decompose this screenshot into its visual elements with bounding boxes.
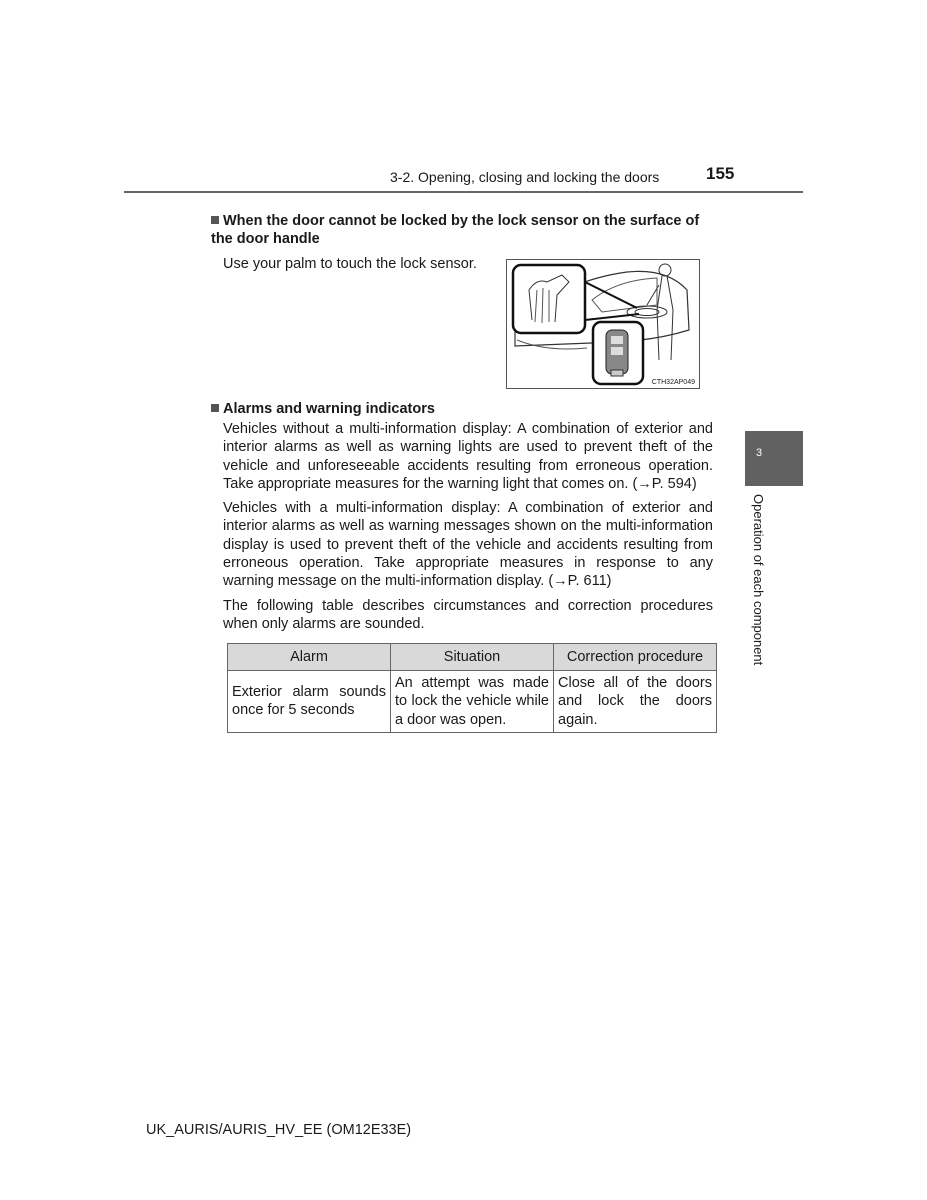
chapter-label-text: Operation of each component (751, 494, 766, 666)
heading-text: When the door cannot be locked by the lock sensor on the surface of the door handle (211, 213, 700, 247)
lock-sensor-illustration (506, 259, 700, 389)
table-row (228, 671, 717, 733)
alarm-table (227, 643, 717, 733)
paragraph-without-mid: Vehicles without a multi-information display: A combination of exterior and interior alarms as well as warning lights are used to prevent theft of the vehicle and unforeseeable accidents resulting from erroneous operation. Take appropriate measures for the warning light that comes on. (→P. 594) (223, 421, 713, 492)
table-header: Situation (391, 644, 554, 671)
section-heading-lock-sensor (211, 212, 721, 248)
paragraph-with-mid: Vehicles with a multi-information display: A combination of exterior and interior alarms as well as warning messages shown on the multi-information display is used to prevent theft of the vehicle and accidents resulting from erroneous operation. Take appropriate measures in response to any warning message on the multi-information display. (→P. 611) (223, 500, 713, 590)
table-cell: Exterior alarm sounds once for 5 seconds (228, 671, 391, 733)
chapter-number: 3 (756, 447, 763, 459)
lock-sensor-text: Use your palm to touch the lock sensor. (223, 256, 477, 272)
chapter-tab (745, 431, 803, 486)
table-header: Alarm (228, 644, 391, 671)
header-rule (124, 191, 803, 193)
figure-code: CTH32AP049 (651, 379, 695, 386)
paragraph-table-intro: The following table describes circumstances and correction procedures when only alarms are sounded. (223, 598, 713, 633)
footer-code: UK_AURIS/AURIS_HV_EE (OM12E33E) (146, 1122, 412, 1138)
section-heading-alarms (211, 400, 721, 418)
heading-text: Alarms and warning indicators (223, 401, 435, 417)
car-door-sensor-drawing (507, 260, 699, 388)
bullet-square-icon (211, 404, 219, 412)
chapter-label (750, 494, 770, 684)
table-cell: An attempt was made to lock the vehicle while a door was open. (391, 671, 554, 733)
page-number: 155 (706, 164, 735, 183)
table-cell: Close all of the doors and lock the doors again. (554, 671, 717, 733)
bullet-square-icon (211, 216, 219, 224)
header-section-title: 3-2. Opening, closing and locking the doors (390, 169, 660, 185)
table-header-row (228, 644, 717, 671)
table-header: Correction procedure (554, 644, 717, 671)
